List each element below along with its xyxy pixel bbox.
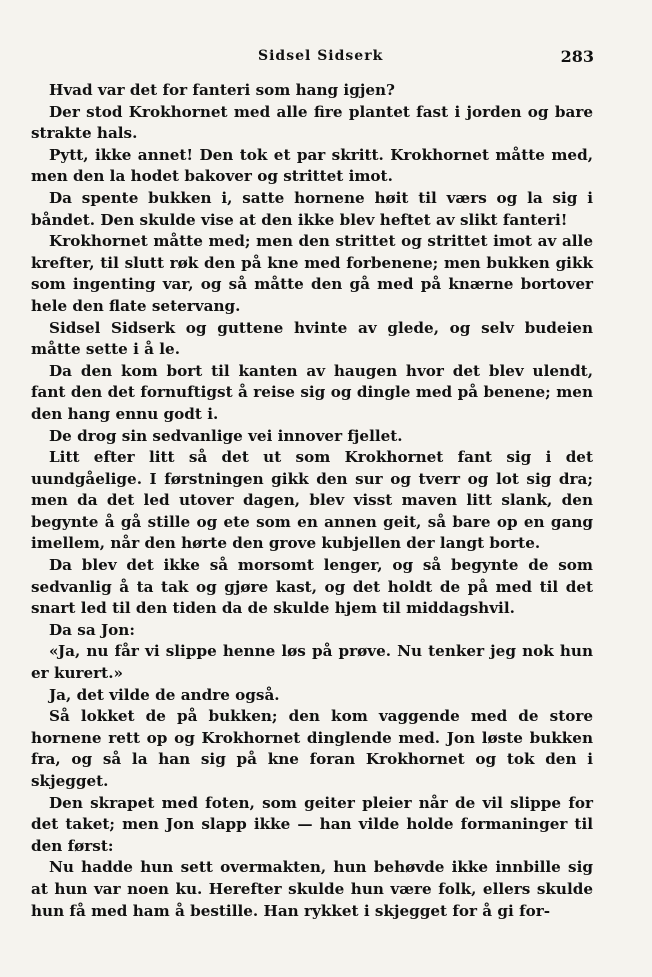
body-text <box>31 80 593 922</box>
paragraph: Sidsel Sidserk og guttene hvinte av glede, og selv budeien måtte sette i å le. <box>31 318 593 359</box>
page-number: 283 <box>560 47 594 66</box>
paragraph: Da spente bukken i, satte hornene høit til værs og la sig i båndet. Den skulde vise at den ikke blev heftet av slikt fanteri! <box>31 188 593 229</box>
paragraph: Nu hadde hun sett overmakten, hun behøvde ikke innbille sig at hun var noen ku. Herefter skulde hun være folk, ellers skulde hun få med ham å bestille. Han rykket i skjegget for å gi for- <box>31 858 593 920</box>
paragraph: Hvad var det for fanteri som hang igjen? <box>49 81 395 99</box>
paragraph: Litt efter litt så det ut som Krokhornet fant sig i det uundgåelige. I førstningen gikk den sur og tverr og lot sig dra; men da det led utover dagen, blev visst maven litt slank, den begynte å gå stille og ete som en annen geit, så bare op en gang imellem, når den hørte den grove kubjellen der langt borte. <box>31 448 593 553</box>
paragraph: «Ja, nu får vi slippe henne løs på prøve. Nu tenker jeg nok hun er kurert.» <box>31 642 593 683</box>
running-title: Sidsel Sidserk <box>258 48 384 64</box>
paragraph: Da sa Jon: <box>49 620 135 639</box>
paragraph: Pytt, ikke annet! Den tok et par skritt. Krokhornet måtte med, men den la hodet bakover og strittet imot. <box>31 145 593 186</box>
paragraph: De drog sin sedvanlige vei innover fjellet. <box>49 426 403 445</box>
paragraph: Krokhornet måtte med; men den strittet og strittet imot av alle krefter, til slutt røk den på kne med forbenene; men bukken gikk som ingenting var, og så måtte den gå med på knærne bortover hele den flate setervang. <box>31 232 593 315</box>
paragraph: Den skrapet med foten, som geiter pleier når de vil slippe for det taket; men Jon slapp ikke — han vilde holde formaninger til den først: <box>31 793 593 855</box>
paragraph: Så lokket de på bukken; den kom vaggende med de store hornene rett op og Krokhornet dinglende med. Jon løste bukken fra, og så la han sig på kne foran Krokhornet og tok den i skjegget. <box>31 707 593 790</box>
paragraph: Da blev det ikke så morsomt lenger, og så begynte de som sedvanlig å ta tak og gjøre kast, og det holdt de på med til det snart led til den tiden da de skulde hjem til middagshvil. <box>31 556 593 618</box>
paragraph: Der stod Krokhornet med alle fire plantet fast i jorden og bare strakte hals. <box>31 102 593 143</box>
paragraph: Da den kom bort til kanten av haugen hvor det blev ulendt, fant den det fornuftigst å reise sig og dingle med på benene; men den hang ennu godt i. <box>31 361 593 423</box>
paragraph: Ja, det vilde de andre også. <box>49 685 280 704</box>
running-head <box>0 48 652 70</box>
